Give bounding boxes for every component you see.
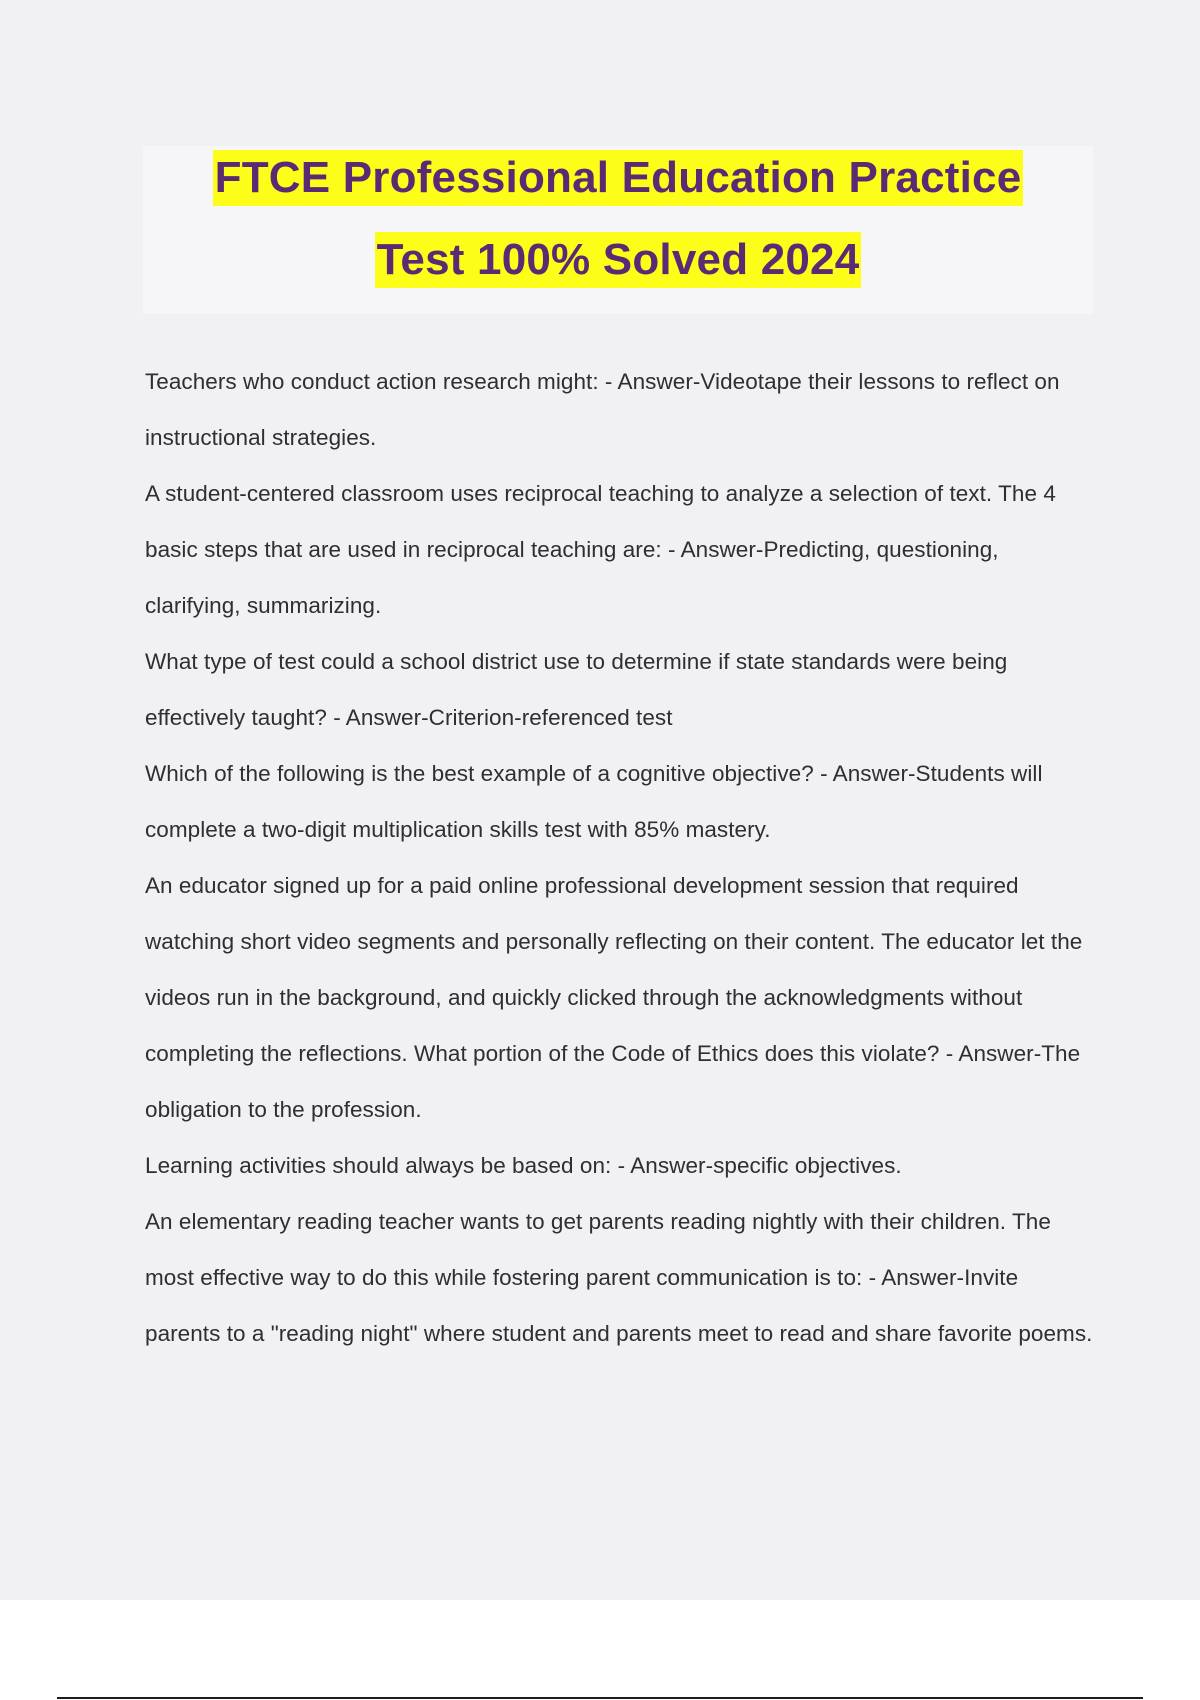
title-line-1: [143, 150, 1093, 206]
footer-divider: [57, 1697, 1143, 1699]
title-text-line-2: Test 100% Solved 2024: [375, 232, 862, 288]
title-line-2: [143, 232, 1093, 288]
qa-paragraph: A student-centered classroom uses reciprocal teaching to analyze a selection of text. The 4 basic steps that are used in reciprocal teaching are: - Answer-Predicting, questioning, clarifying, summarizing.: [145, 481, 1056, 618]
title-text-line-1: FTCE Professional Education Practice: [213, 150, 1024, 206]
qa-paragraph: What type of test could a school district use to determine if state standards were being effectively taught? - Answer-Criterion-referenced test: [145, 649, 1008, 730]
qa-paragraph: Teachers who conduct action research might: - Answer-Videotape their lessons to reflect on instructional strategies.: [145, 369, 1060, 450]
qa-paragraph: An elementary reading teacher wants to get parents reading nightly with their children. The most effective way to do this while fostering parent communication is to: - Answer-Invite parents to a "reading night" where student and parents meet to read and share favorite poems.: [145, 1209, 1093, 1346]
qa-paragraph: Learning activities should always be based on: - Answer-specific objectives.: [145, 1153, 902, 1178]
question-answer-list: [145, 354, 1095, 1362]
qa-paragraph: An educator signed up for a paid online professional development session that required watching short video segments and personally reflecting on their content. The educator let the videos run in the background, and quickly clicked through the acknowledgments without completing the reflections. What portion of the Code of Ethics does this violate? - Answer-The obligation to the profession.: [145, 873, 1083, 1122]
title-banner: [143, 146, 1093, 314]
qa-paragraph: Which of the following is the best example of a cognitive objective? - Answer-Students will complete a two-digit multiplication skills test with 85% mastery.: [145, 761, 1043, 842]
